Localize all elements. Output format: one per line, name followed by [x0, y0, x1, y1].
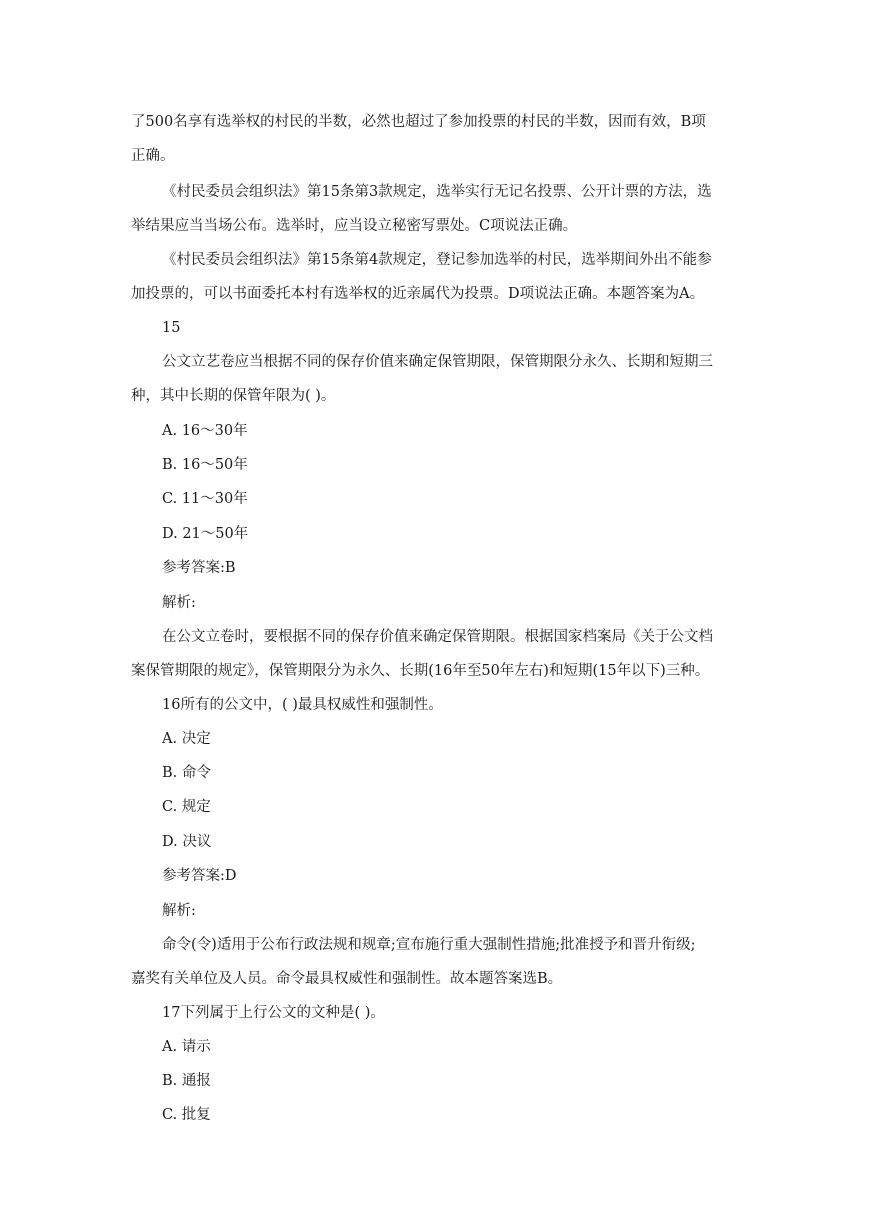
- text-line: A. 请示: [162, 1039, 211, 1055]
- analysis-text: [131, 928, 743, 996]
- text-line: 解析:: [162, 903, 196, 919]
- text-line: 《村民委员会组织法》第15条第3款规定，选举实行无记名投票、公开计票的方法，选: [162, 184, 712, 200]
- analysis-text: [131, 620, 743, 688]
- paragraph-law-clause-4: [131, 243, 743, 311]
- text-line: A. 决定: [162, 731, 211, 747]
- text-line: D. 决议: [162, 834, 212, 850]
- analysis-label: [162, 586, 743, 620]
- text-line: B. 通报: [162, 1073, 211, 1089]
- option-a: [162, 414, 743, 448]
- text-line: C. 11～30年: [162, 491, 248, 507]
- option-a: [162, 722, 743, 756]
- text-line: 参考答案:B: [162, 560, 236, 576]
- option-a: [162, 1030, 743, 1064]
- text-line: 加投票的，可以书面委托本村有选举权的近亲属代为投票。D项说法正确。本题答案为A。: [131, 286, 705, 302]
- reference-answer: [162, 551, 743, 585]
- text-line: C. 规定: [162, 799, 211, 815]
- text-line: 了500名享有选举权的村民的半数，必然也超过了参加投票的村民的半数，因而有效，B项: [131, 114, 706, 130]
- text-line: 案保管期限的规定》，保管期限分为永久、长期(16年至50年左右)和短期(15年以下)三种。: [131, 663, 710, 679]
- paragraph-continuation: [131, 105, 743, 173]
- question-stem: [131, 345, 743, 413]
- reference-answer: [162, 859, 743, 893]
- text-line: 解析:: [162, 595, 196, 611]
- text-line: 公文立艺卷应当根据不同的保存价值来确定保管期限，保管期限分永久、长期和短期三: [162, 354, 713, 370]
- text-line: 种，其中长期的保管年限为( )。: [131, 388, 336, 404]
- paragraph-law-clause-3: [131, 175, 743, 243]
- text-line: 举结果应当当场公布。选举时，应当设立秘密写票处。C项说法正确。: [131, 218, 578, 234]
- question-stem: [162, 996, 743, 1030]
- text-line: 命令(令)适用于公布行政法规和规章;宣布施行重大强制性措施;批准授予和晋升衔级;: [162, 937, 696, 953]
- question-number: [162, 311, 743, 345]
- text-line: B. 16～50年: [162, 457, 248, 473]
- text-line: 参考答案:D: [162, 868, 237, 884]
- text-line: 15: [162, 320, 181, 336]
- text-line: 17下列属于上行公文的文种是( )。: [162, 1005, 385, 1021]
- option-b: [162, 756, 743, 790]
- analysis-label: [162, 894, 743, 928]
- text-line: C. 批复: [162, 1107, 211, 1123]
- text-line: D. 21～50年: [162, 526, 249, 542]
- option-b: [162, 1064, 743, 1098]
- text-line: 在公文立卷时，要根据不同的保存价值来确定保管期限。根据国家档案局《关于公文档: [162, 629, 713, 645]
- text-line: B. 命令: [162, 765, 211, 781]
- text-line: 正确。: [131, 148, 175, 164]
- option-d: [162, 825, 743, 859]
- option-c: [162, 482, 743, 516]
- text-line: 《村民委员会组织法》第15条第4款规定，登记参加选举的村民，选举期间外出不能参: [162, 252, 712, 268]
- text-line: 嘉奖有关单位及人员。命令最具权威性和强制性。故本题答案选B。: [131, 971, 563, 987]
- option-d: [162, 517, 743, 551]
- text-line: 16所有的公文中，( )最具权威性和强制性。: [162, 697, 443, 713]
- option-b: [162, 448, 743, 482]
- option-c: [162, 1098, 743, 1132]
- option-c: [162, 790, 743, 824]
- text-line: A. 16～30年: [162, 423, 248, 439]
- question-stem: [162, 688, 743, 722]
